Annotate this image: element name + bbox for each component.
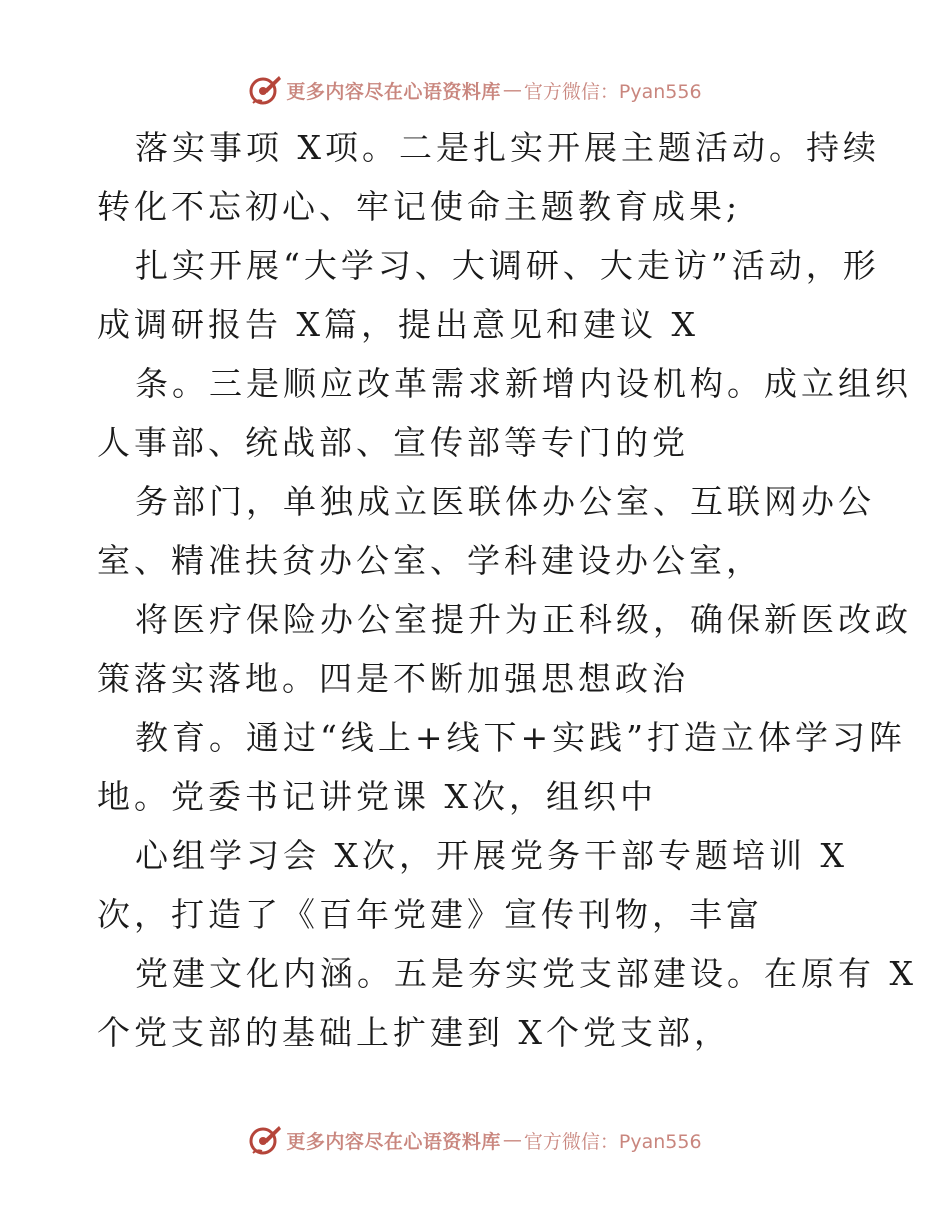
body-line: 务部门，单独成立医联体办公室、互联网办公 [135,482,875,521]
body-line: 室、精准扶贫办公室、学科建设办公室， [97,541,763,580]
body-line: 次，打造了《百年党建》宣传刊物，丰富 [97,895,763,934]
footer-banner [0,1120,950,1160]
body-line: 条。三是顺应改革需求新增内设机构。成立组织 [135,364,912,403]
pen-logo-icon [248,73,282,107]
header-title: 更多内容尽在心语资料库 [286,80,501,103]
header-contact: 官方微信：Pyan556 [523,80,702,103]
header-banner [0,70,950,110]
body-line: 地。党委书记讲党课 X次，组织中 [97,777,657,816]
footer-contact: 官方微信：Pyan556 [523,1130,702,1153]
header-dash: — [502,79,522,101]
body-line: 转化不忘初心、牢记使命主题教育成果; [97,187,742,226]
footer-dash: — [502,1129,522,1151]
pen-logo-icon [248,1123,282,1157]
footer-title: 更多内容尽在心语资料库 [286,1130,501,1153]
body-line: 策落实落地。四是不断加强思想政治 [97,659,689,698]
body-line: 将医疗保险办公室提升为正科级，确保新医改政 [135,600,912,639]
body-line: 成调研报告 X篇，提出意见和建议 X [97,305,699,344]
body-line: 扎实开展“大学习、大调研、大走访”活动，形 [135,246,880,285]
body-line: 教育。通过“线上+线下+实践”打造立体学习阵 [135,718,907,757]
body-line: 落实事项 X项。二是扎实开展主题活动。持续 [135,128,880,167]
body-line: 心组学习会 X次，开展党务干部专题培训 X [135,836,848,875]
body-line: 人事部、统战部、宣传部等专门的党 [97,423,689,462]
body-line: 个党支部的基础上扩建到 X个党支部， [97,1013,731,1052]
body-line: 党建文化内涵。五是夯实党支部建设。在原有 X [135,954,917,993]
